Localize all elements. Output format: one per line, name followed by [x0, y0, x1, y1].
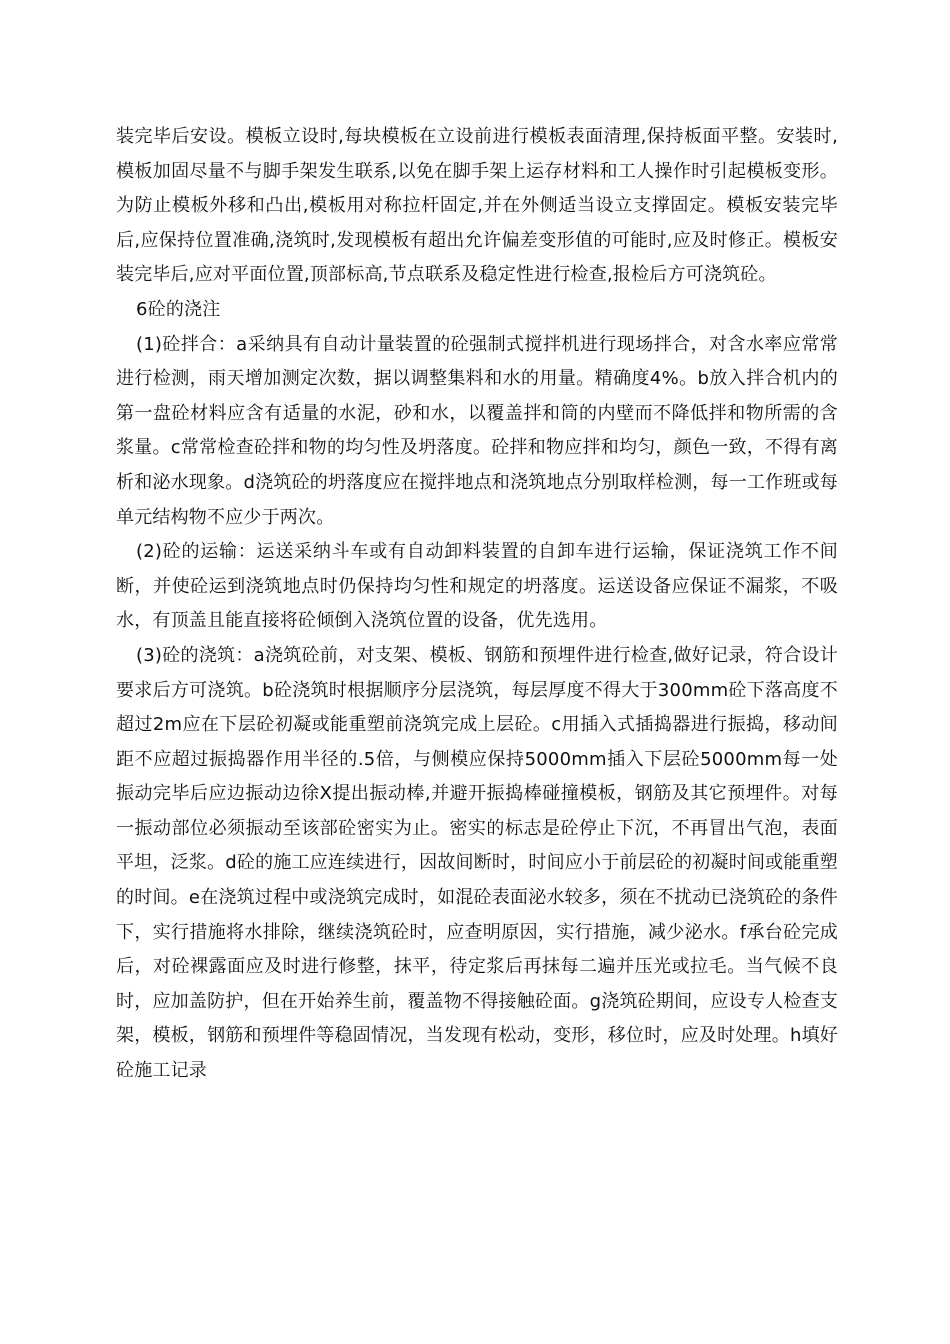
- paragraph-concrete-transport: (2)砼的运输：运送采纳斗车或有自动卸料装置的自卸车进行运输，保证浇筑工作不间断，并使砼运到浇筑地点时仍保持均匀性和规定的坍落度。运送设备应保证不漏浆，不吸水，有顶盖且能直接将砼倾倒入浇筑位置的设备，优先选用。: [116, 541, 838, 632]
- paragraph-concrete-mixing: (1)砼拌合：a采纳具有自动计量装置的砼强制式搅拌机进行现场拌合，对含水率应常常进行检测，雨天增加测定次数，据以调整集料和水的用量。精确度4%。b放入拌合机内的第一盘砼材料应含有适量的水泥，砂和水，以覆盖拌和筒的内壁而不降低拌和物所需的含浆量。c常常检查砼拌和物的均匀性及坍落度。砼拌和物应拌和均匀，颜色一致，不得有离析和泌水现象。d浇筑砼的坍落度应在搅拌地点和浇筑地点分别取样检测，每一工作班或每单元结构物不应少于两次。: [116, 333, 838, 528]
- section-heading-concrete-pouring: 6砼的浇注: [136, 298, 221, 320]
- paragraph-formwork-installation: 装完毕后安设。模板立设时,每块模板在立设前进行模板表面清理,保持板面平整。安装时,模板加固尽量不与脚手架发生联系,以免在脚手架上运存材料和工人操作时引起模板变形。为防止模板外移和凸出,模板用对称拉杆固定,并在外侧适当设立支撑固定。模板安装完毕后,应保持位置准确,浇筑时,发现模板有超出允许偏差变形值的可能时,应及时修正。模板安装完毕后,应对平面位置,顶部标高,节点联系及稳定性进行检查,报检后方可浇筑砼。: [116, 126, 838, 286]
- paragraph-concrete-placing: (3)砼的浇筑：a浇筑砼前，对支架、模板、钢筋和预埋件进行检查,做好记录，符合设计要求后方可浇筑。b砼浇筑时根据顺序分层浇筑，每层厚度不得大于300mm砼下落高度不超过2m应在下层砼初凝或能重塑前浇筑完成上层砼。c用插入式插捣器进行振捣，移动间距不应超过振捣器作用半径的.5倍，与侧模应保持5000mm插入下层砼5000mm每一处振动完毕后应边振动边徐X提出振动棒,并避开振捣棒碰撞模板，钢筋及其它预埋件。对每一振动部位必须振动至该部砼密实为止。密实的标志是砼停止下沉，不再冒出气泡，表面平坦，泛浆。d砼的施工应连续进行，因故间断时，时间应小于前层砼的初凝时间或能重塑的时间。e在浇筑过程中或浇筑完成时，如混砼表面泌水较多，须在不扰动已浇筑砼的条件下，实行措施将水排除，继续浇筑砼时，应查明原因，实行措施，减少泌水。f承台砼完成后，对砼裸露面应及时进行修整，抹平，待定浆后再抹每二遍并压光或拉毛。当气候不良时，应加盖防护，但在开始养生前，覆盖物不得接触砼面。g浇筑砼期间，应设专人检查支架，模板，钢筋和预埋件等稳固情况，当发现有松动，变形，移位时，应及时处理。h填好砼施工记录: [116, 644, 838, 1082]
- document-body: [116, 120, 838, 1089]
